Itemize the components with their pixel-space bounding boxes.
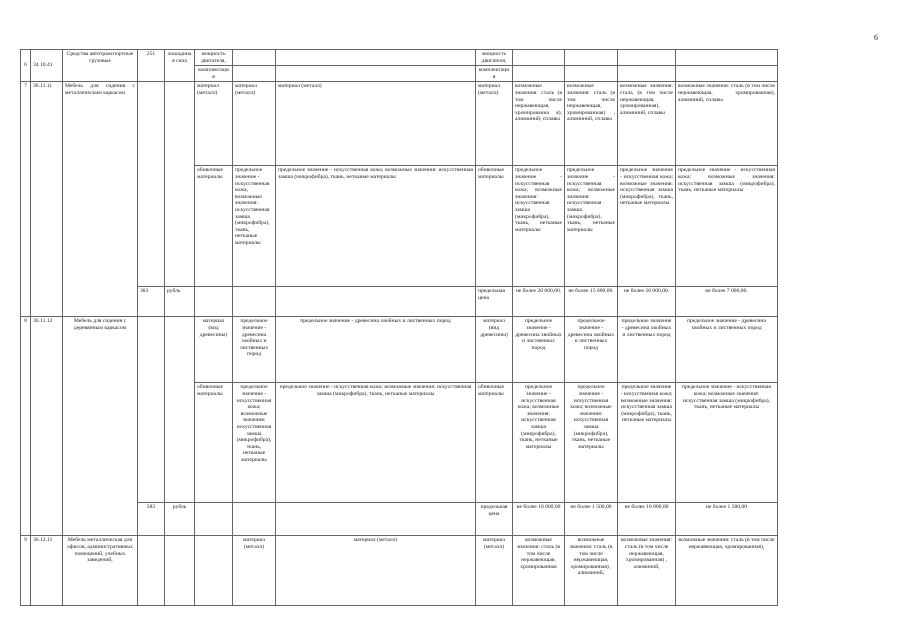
item-name: Мебель для сидения с деревянным каркасом [63,317,138,536]
table-row: 8 36.11.12 Мебель для сидения с деревянным каркасом материал (вид древесины) предельное значение - древесина хвойных и лиственных пород предельное значение - древесина хвойных и лиственных пород материал (вид древесины) предельное значение - древесина хвойных и лиственных пород предельное значение - древесина хвойных и лиственных пород предельное значение - древесина хвойных и лиственных пород предельное значение - древесина хвойных и лиственных пород [21,317,778,383]
unit-name: лошадиная сила [165,50,195,82]
characteristic: предельная цена [476,287,513,317]
characteristic: материал (металл) [195,82,233,166]
unit-code: 251 [138,50,165,82]
characteristic: комплектация [476,66,513,82]
characteristic: материал (вид древесины) [195,317,233,383]
unit-name: рубль [165,503,195,536]
characteristic: предельная цена [476,503,513,536]
unit-name: рубль [165,287,195,317]
price-value: не более 10 000,00 [513,503,565,536]
item-name: Мебель металлическая для офисов, административных помещений, учебных заведений, [63,536,138,606]
table-row: 9 36.12.11 Мебель металлическая для офисов, административных помещений, учебных заведений, материал (металл) материал (металл) материал (металл) возможные значения: сталь (в том числе нержавеющая, хромированная возможные значения: сталь (в том числе нержавеющая, хромированная) , алюминий, возможные значения: сталь (в том числе нержавеющая, хромированная) , алюминий, возможные значения: сталь (в том числе нержавеющая, хромированная), [21,536,778,606]
characteristic: обивочные материалы [195,383,233,503]
characteristic: обивочные материалы [195,166,233,287]
row-number: 9 [21,536,31,606]
table-row: обивочные материалы предельное значение - искусственная кожа; возможные значения: искусственная замша (микрофибра), ткань, нетканые материалы предельное значение - искусственная кожа; возможные значения: искусственная замша (микрофибра), ткань, нетканые материалы обивочные материалы предельное значение - искусственная кожа; возможные значения: искусственная замша (микрофибра), ткань, нетканые материалы предельное значение - искусственная кожа; возможные значения: искусственная замша (микрофибра), ткань, нетканые материалы предельное значение - искусственная кожа; возможные значения: искусственная замша (микрофибра), ткань, нетканые материалы предельное значение - искусственная кожа; возможные значения: искусственная замша (микрофибра), ткань, нетканые материалы [21,383,778,503]
price-value: не более 1 500,00 [676,503,778,536]
okpd-code: 36.11.12 [31,317,63,536]
price-value: не более 20 000,00. [618,287,676,317]
price-value: не более 7 000,00. [676,287,778,317]
characteristic: материал (металл) [476,82,513,166]
characteristic: обивочные материалы [476,166,513,287]
row-number: 7 [21,82,31,317]
price-value: не более 1 500,00 [565,503,618,536]
price-value: не более 10 000,00 [618,503,676,536]
procurement-requirements-table [20,49,778,606]
row-number: 8 [21,317,31,536]
price-value: не более 15 000,00. [565,287,618,317]
price-value: не более 20 000,00. [513,287,565,317]
row-number: 6 [21,50,31,82]
okpd-code: 36.11.11 [31,82,63,317]
unit-code: 383 [138,287,165,317]
okpd-code: 34.10.41 [31,50,63,82]
table-row: обивочные материалы предельное значение - искусственная кожа, возможные значения: искусственная замша (микрофибра), ткань, нетканые материалы предельное значение - искусственная кожа; возможные значения: искусственная замша (микрофибра), ткань, нетканые материалы обивочные материалы предельное значение - искусственная кожа; возможные значения: искусственная замша (микрофибра), ткань, нетканые материалы предельное значение - искусственная кожа; возможные значения: искусственная замша (микрофибра), ткань, нетканые материалы предельное значение - искусственная кожа; возможные значения: искусственная замша (микрофибра), ткань, нетканые материалы предельное значение - искусственная кожа; возможные значения: искусственная замша (микрофибра), ткань, нетканые материалы [21,166,778,287]
page-number: 6 [874,33,878,42]
okpd-code: 36.12.11 [31,536,63,606]
characteristic: обивочные материалы [476,383,513,503]
characteristic: мощность двигателя, [476,50,513,66]
item-name: Средства автотранспортные грузовые [63,50,138,82]
table-row: 7 36.11.11 Мебель для сидения с металлическим каркасом материал (металл) материал (металл) материал (металл) материал (металл) возможные значения: сталь (в том числе нержавеющая, хромированна я), алюминий, сплавы возможные значения: сталь (в том числе нержавеющая, хромированная) , алюминий, сплавы возможные значения: сталь (в том числе нержавеющая, хромированная), алюминий, сплавы возможные значения: сталь (в том числе нержавеющая, хромированная), алюминий, сплавы [21,82,778,166]
characteristic: мощность двигателя, [195,50,233,66]
characteristic: комплектация [195,66,233,82]
table-row [21,50,778,66]
item-name: Мебель для сидения с металлическим каркасом [63,82,138,317]
unit-code: 383 [138,503,165,536]
